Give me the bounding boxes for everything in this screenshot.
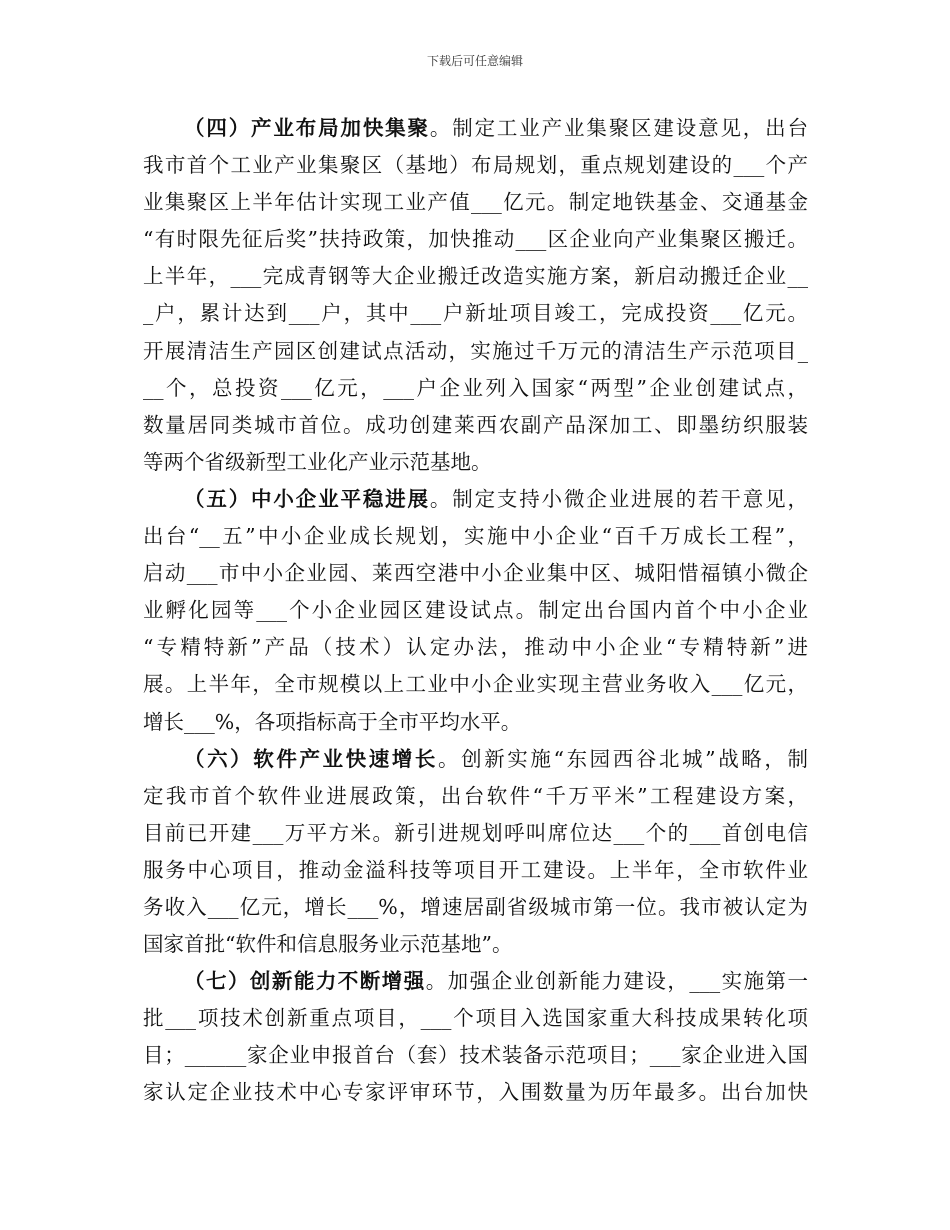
paragraph-line xyxy=(143,852,808,889)
paragraph-line xyxy=(143,926,808,963)
paragraph-line xyxy=(143,1000,808,1037)
line-text: 目前已开建___万平方米。新引进规划呼叫席位达___个的___首创电信 xyxy=(143,820,808,845)
paragraph-line xyxy=(143,333,808,370)
paragraph-line xyxy=(143,704,808,741)
section-heading: （五）中小企业平稳进展 xyxy=(184,486,430,511)
line-text: 等两个省级新型工业化产业示范基地。 xyxy=(143,449,492,474)
line-text: 。制定工业产业集聚区建设意见，出台 xyxy=(429,116,809,140)
paragraph-line xyxy=(143,555,808,592)
paragraph-line xyxy=(143,778,808,815)
paragraph-line xyxy=(143,444,808,481)
paragraph-line xyxy=(143,1037,808,1074)
line-text: 数量居同类城市首位。成功创建莱西农副产品深加工、即墨纺织服装 xyxy=(143,412,808,437)
line-text: 我市首个工业产业集聚区（基地）布局规划，重点规划建设的___个产 xyxy=(143,153,808,178)
line-text: 务收入___亿元，增长___%，增速居副省级城市第一位。我市被认定为 xyxy=(143,894,808,919)
line-text: 国家首批“软件和信息服务业示范基地”。 xyxy=(143,932,513,957)
line-text: __个，总投资___亿元，___户企业列入国家“两型”企业创建试点， xyxy=(143,375,808,400)
paragraph-line xyxy=(143,370,808,407)
paragraph-line xyxy=(143,1074,808,1111)
paragraph-line xyxy=(143,295,808,332)
paragraph-line xyxy=(143,407,808,444)
section-heading: （六）软件产业快速增长 xyxy=(184,746,439,771)
paragraph-line xyxy=(143,592,808,629)
line-text: “有时限先征后奖”扶持政策，加快推动___区企业向产业集聚区搬迁。 xyxy=(143,227,808,252)
line-text: 展。上半年，全市规模以上工业中小企业实现主营业务收入___亿元， xyxy=(143,672,808,697)
line-text: 业集聚区上半年估计实现工业产值___亿元。制定地铁基金、交通基金 xyxy=(143,190,808,215)
line-text: “专精特新”产品（技术）认定办法，推动中小企业“专精特新”进 xyxy=(143,635,808,660)
section-heading-line xyxy=(143,481,808,518)
paragraph-line xyxy=(143,889,808,926)
line-text: 服务中心项目，推动金溢科技等项目开工建设。上半年，全市软件业 xyxy=(143,857,808,882)
section-heading-line xyxy=(143,741,808,778)
paragraph-line xyxy=(143,147,808,184)
section-heading-line xyxy=(143,963,808,1000)
line-text: 业孵化园等___个小企业园区建设试点。制定出台国内首个中小企业 xyxy=(143,598,808,623)
line-text: 。制定支持小微企业进展的若干意见， xyxy=(429,486,809,511)
section-heading-line xyxy=(143,110,808,147)
section-heading: （四）产业布局加快集聚 xyxy=(184,116,430,140)
paragraph-line xyxy=(143,666,808,703)
paragraph-line xyxy=(143,815,808,852)
paragraph-line xyxy=(143,629,808,666)
line-text: 家认定企业技术中心专家评审环节，入围数量为历年最多。出台加快 xyxy=(143,1080,808,1105)
paragraph-line xyxy=(143,221,808,258)
line-text: 出台“__五”中小企业成长规划，实施中小企业“百千万成长工程”， xyxy=(143,524,808,549)
line-text: 。创新实施“东园西谷北城”战略，制 xyxy=(438,746,808,771)
paragraph-line xyxy=(143,518,808,555)
line-text: _户，累计达到___户，其中___户新址项目竣工，完成投资___亿元。 xyxy=(143,301,808,326)
line-text: 开展清洁生产园区创建试点活动，实施过千万元的清洁生产示范项目_ xyxy=(143,338,808,363)
line-text: 。加强企业创新能力建设，___实施第一 xyxy=(425,969,809,994)
line-text: 目；______家企业申报首台（套）技术装备示范项目；___家企业进入国 xyxy=(143,1043,808,1068)
header-note: 下载后可任意编辑 xyxy=(426,54,523,68)
line-text: 批___项技术创新重点项目，___个项目入选国家重大科技成果转化项 xyxy=(143,1006,808,1031)
paragraph-line xyxy=(143,258,808,295)
line-text: 启动___市中小企业园、莱西空港中小企业集中区、城阳惜福镇小微企 xyxy=(143,561,808,586)
document-body xyxy=(143,110,808,1112)
line-text: 上半年，___完成青钢等大企业搬迁改造实施方案，新启动搬迁企业__ xyxy=(143,264,808,289)
line-text: 定我市首个软件业进展政策，出台软件“千万平米”工程建设方案， xyxy=(143,783,808,808)
section-heading: （七）创新能力不断增强 xyxy=(184,969,426,994)
line-text: 增长___%，各项指标高于全市平均水平。 xyxy=(143,709,522,734)
paragraph-line xyxy=(143,184,808,221)
